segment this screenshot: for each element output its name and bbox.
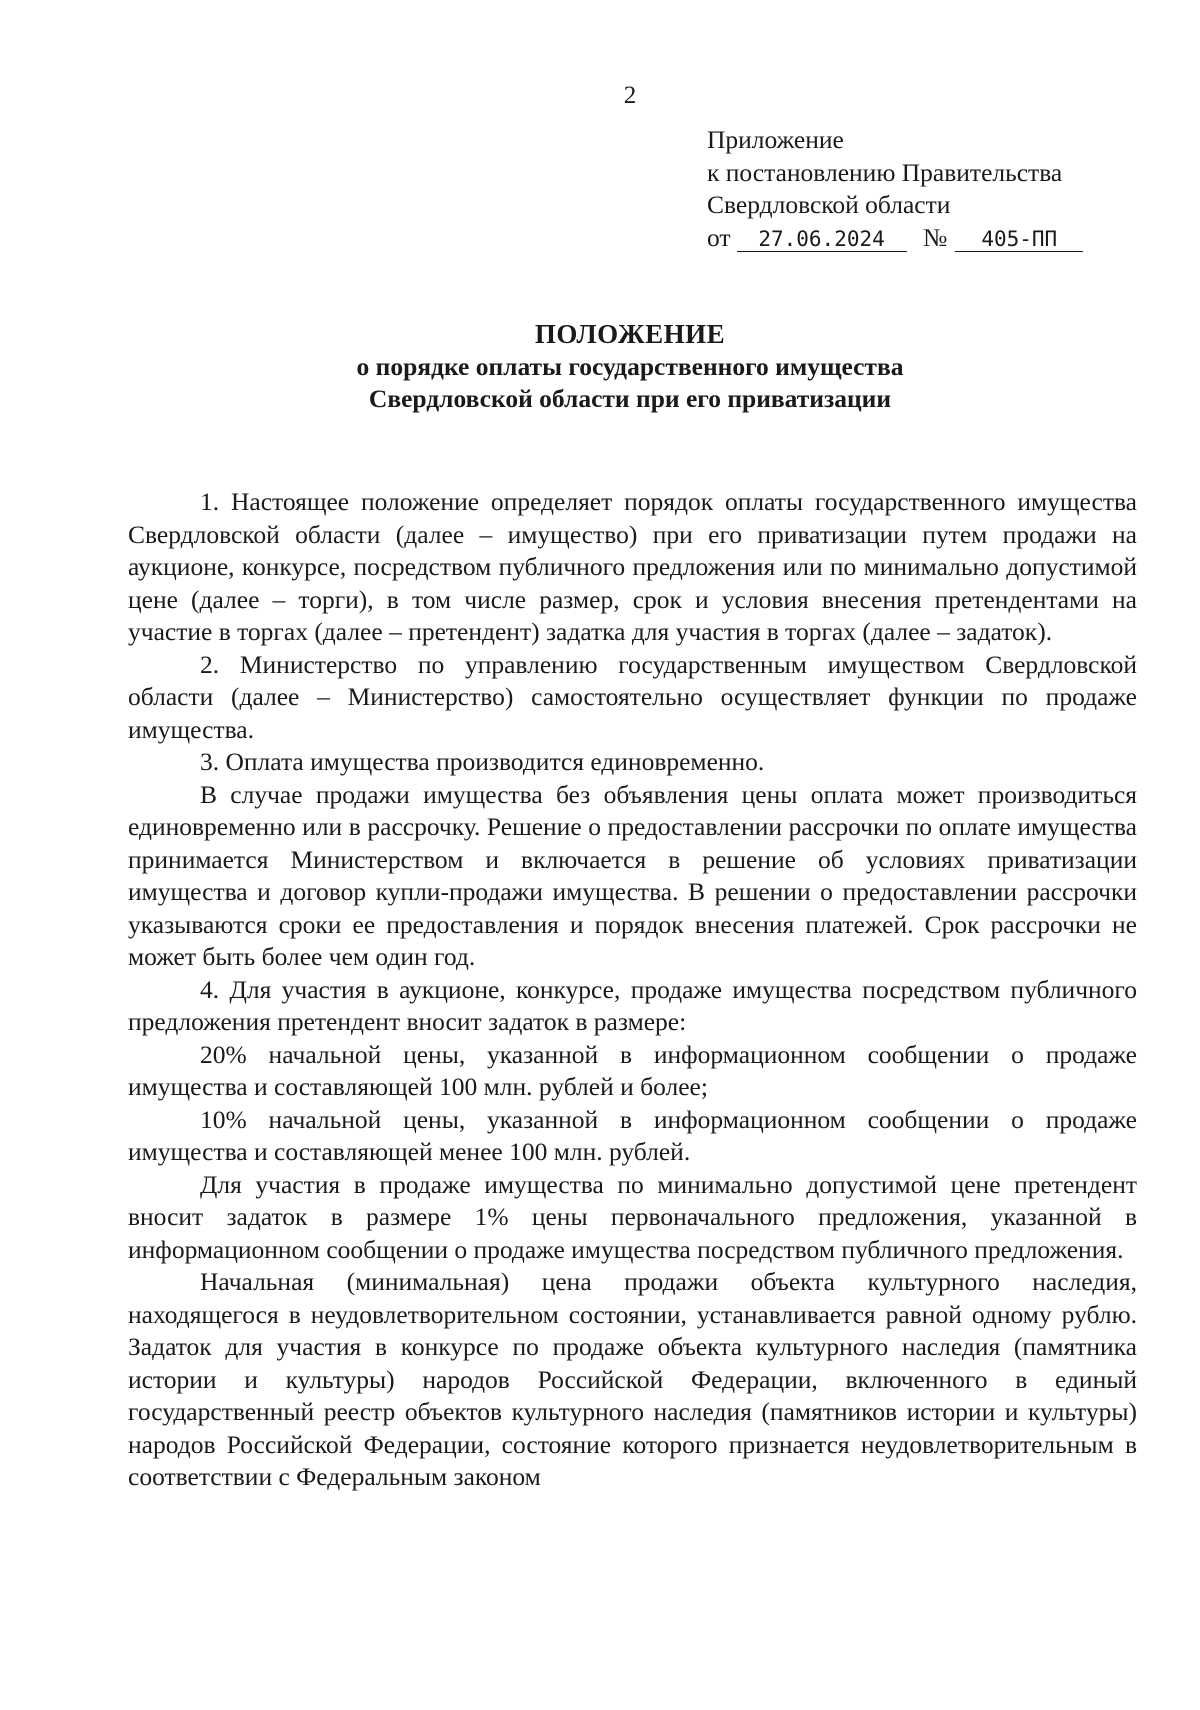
page-number: 2 <box>623 82 637 109</box>
paragraph-6: 20% начальной цены, указанной в информационном сообщении о продаже имущества и составляющей 100 млн. рублей и более; <box>128 1039 1137 1101</box>
annex-block <box>707 124 1083 254</box>
annex-resolution-line: к постановлению Правительства <box>707 157 1063 187</box>
annex-title: Приложение <box>707 125 844 154</box>
resolution-date: 27.06.2024 <box>737 227 907 252</box>
paragraph-1: 1. Настоящее положение определяет порядок оплаты государственного имущества Свердловской области (далее – имущество) при его приватизации путем продажи на аукционе, конкурсе, посредством публичного предложения или по минимально допустимой цене (далее – торги), в том числе размер, срок и условия внесения претендентами на участие в торгах (далее – претендент) задатка для участия в торгах (далее – задаток). <box>128 487 1137 646</box>
date-prefix: от <box>707 222 731 252</box>
document-heading <box>0 318 1200 416</box>
paragraph-2: 2. Министерство по управлению государственным имуществом Свердловской области (далее – Министерство) самостоятельно осуществляет функции по продаже имущества. <box>128 649 1137 744</box>
paragraph-3: 3. Оплата имущества производится единовременно. <box>200 747 765 776</box>
annex-region-line: Свердловской области <box>707 190 951 219</box>
number-sign: № <box>922 222 948 252</box>
annex-date-number-line <box>707 222 1083 255</box>
paragraph-8: Для участия в продаже имущества по минимально допустимой цене претендент вносит задаток в размере 1% цены первоначального предложения, указанной в информационном сообщении о продаже имущества посредством публичного предложения. <box>128 1169 1137 1264</box>
paragraph-5: 4. Для участия в аукционе, конкурсе, продаже имущества посредством публичного предложения претендент вносит задаток в размере: <box>128 974 1137 1036</box>
paragraph-4: В случае продажи имущества без объявления цены оплата может производиться единовременно или в рассрочку. Решение о предоставлении рассрочки по оплате имущества принимается Министерством и включается в решение об условиях приватизации имущества и договор купли-продажи имущества. В решении о предоставлении рассрочки указываются сроки ее предоставления и порядок внесения платежей. Срок рассрочки не может быть более чем один год. <box>128 779 1137 971</box>
document-subtitle-line-2: Свердловской области при его приватизации <box>368 384 892 413</box>
document-subtitle-line-1: о порядке оплаты государственного имущества <box>356 351 904 381</box>
paragraph-7: 10% начальной цены, указанной в информационном сообщении о продаже имущества и составляющей менее 100 млн. рублей. <box>128 1104 1137 1166</box>
document-body <box>128 486 1137 1494</box>
resolution-number: 405-ПП <box>955 227 1083 252</box>
paragraph-9: Начальная (минимальная) цена продажи объекта культурного наследия, находящегося в неудовлетворительном состоянии, устанавливается равной одному рублю. Задаток для участия в конкурсе по продаже объекта культурного наследия (памятника истории и культуры) народов Российской Федерации, включенного в единый государственный реестр объектов культурного наследия (памятников истории и культуры) народов Российской Федерации, состояние которого признается неудовлетворительным в соответствии с Федеральным законом <box>128 1267 1137 1491</box>
document-title: ПОЛОЖЕНИЕ <box>534 319 726 349</box>
